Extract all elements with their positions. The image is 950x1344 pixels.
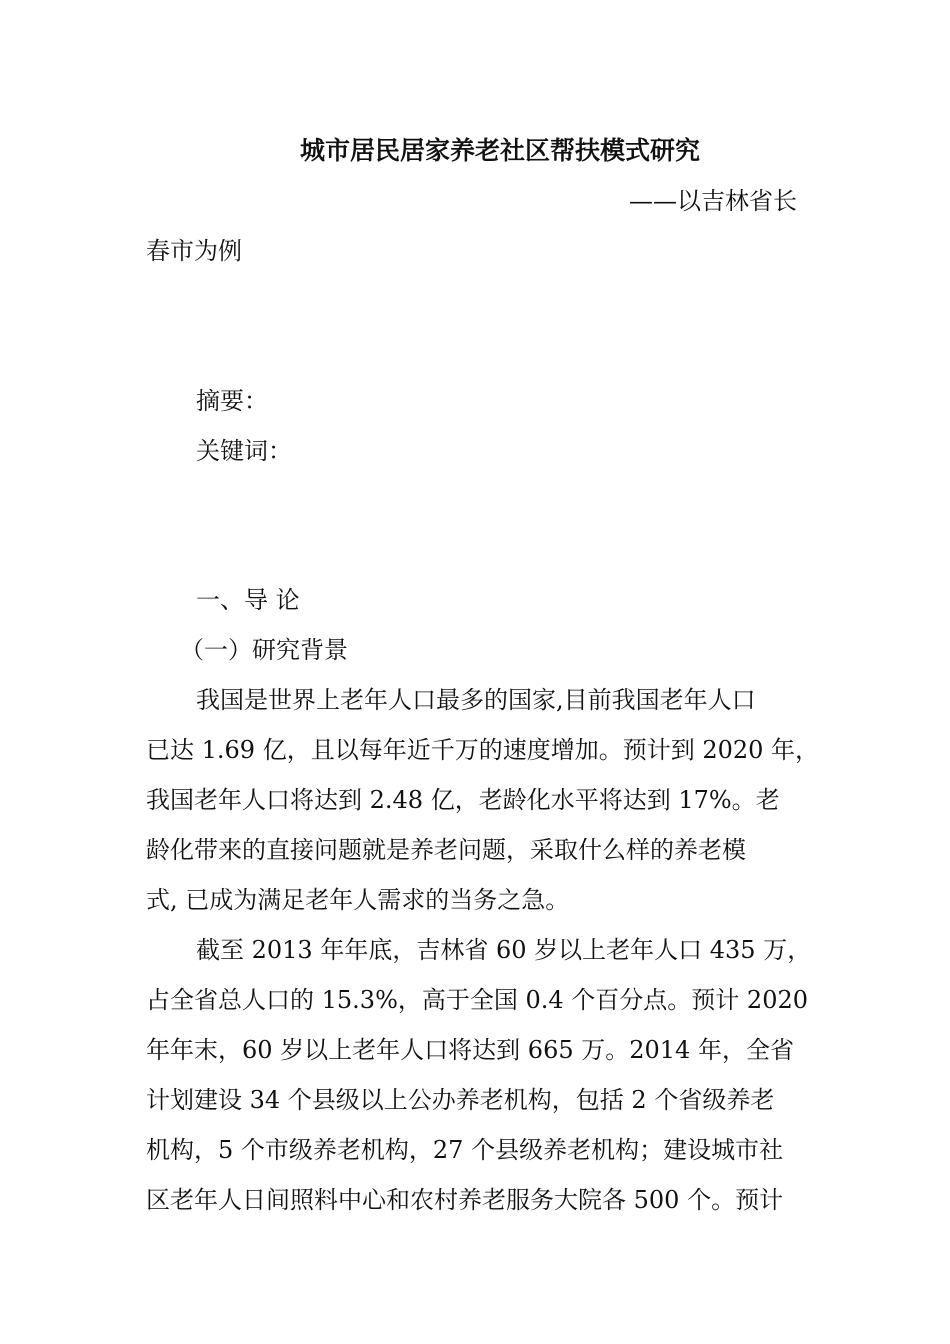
paragraph-line: 计划建设 34 个县级以上公办养老机构，包括 2 个省级养老 bbox=[146, 1086, 775, 1114]
paragraph-line: 我国是世界上老年人口最多的国家,目前我国老年人口 bbox=[196, 686, 756, 714]
document-subtitle-part2: 春市为例 bbox=[146, 237, 242, 265]
paragraph-line: 机构，5 个市级养老机构，27 个县级养老机构；建设城市社 bbox=[146, 1136, 784, 1164]
paragraph-line: 龄化带来的直接问题就是养老问题，采取什么样的养老模 bbox=[146, 836, 746, 864]
paragraph-line: 年年末，60 岁以上老年人口将达到 665 万。2014 年，全省 bbox=[146, 1036, 794, 1064]
abstract-label: 摘要： bbox=[196, 387, 268, 415]
paragraph-line: 我国老年人口将达到 2.48 亿，老龄化水平将达到 17%。老 bbox=[146, 786, 780, 814]
keywords-label: 关键词： bbox=[196, 437, 292, 465]
section-heading: 一、导 论 bbox=[196, 586, 300, 614]
subsection-heading: （一）研究背景 bbox=[180, 636, 348, 664]
paragraph-line: 截至 2013 年年底，吉林省 60 岁以上老年人口 435 万， bbox=[196, 936, 812, 964]
paragraph-line: 区老年人日间照料中心和农村养老服务大院各 500 个。预计 bbox=[146, 1186, 784, 1214]
paragraph-line: 已达 1.69 亿，且以每年近千万的速度增加。预计到 2020 年， bbox=[146, 736, 820, 764]
paragraph-line: 式, 已成为满足老年人需求的当务之急。 bbox=[146, 886, 570, 914]
document-subtitle-part1: ——以吉林省长 bbox=[629, 187, 797, 215]
document-title: 城市居民居家养老社区帮扶模式研究 bbox=[299, 136, 700, 165]
paragraph-line: 占全省总人口的 15.3%，高于全国 0.4 个百分点。预计 2020 bbox=[146, 986, 809, 1014]
